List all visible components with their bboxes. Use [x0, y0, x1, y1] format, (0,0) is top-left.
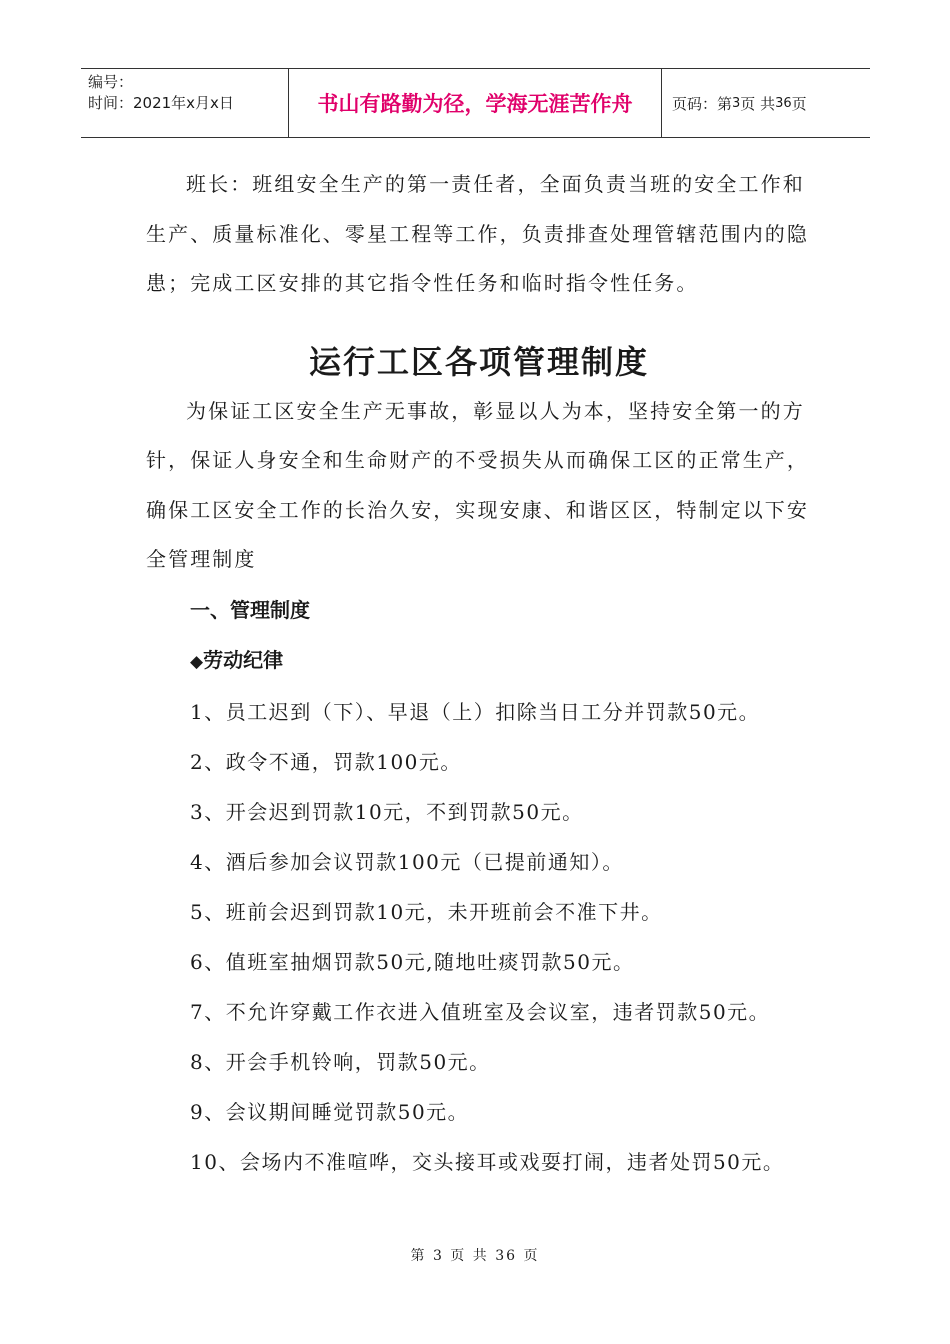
rule-item: 4、酒后参加会议罚款100元（已提前通知）。 — [190, 849, 624, 874]
number-label: 编号： — [88, 73, 134, 91]
diamond-bullet-icon: ◆ — [190, 651, 204, 672]
rules-list — [146, 687, 812, 1187]
intro-paragraph: 班长：班组安全生产的第一责任者，全面负责当班的安全工作和生产、质量标准化、零星工程等工作，负责排查处理管辖范围内的隐患；完成工区安排的其它指令性任务和临时指令性任务。 — [146, 172, 809, 295]
page-suffix: 页 — [791, 94, 807, 113]
subsection-label: 劳动纪律 — [203, 647, 284, 672]
rule-item: 5、班前会迟到罚款10元，未开班前会不准下井。 — [190, 899, 663, 924]
rule-item: 9、会议期间睡觉罚款50元。 — [190, 1099, 470, 1124]
rule-item: 10、会场内不准喧哗，交头接耳或戏耍打闹，违者处罚50元。 — [190, 1149, 785, 1174]
time-label: 时间：2021年x月x日 — [88, 94, 234, 112]
preface-paragraph: 为保证工区安全生产无事故，彰显以人为本，坚持安全第一的方针，保证人身安全和生命财产的不受损失从而确保工区的正常生产，确保工区安全工作的长治久安，实现安康、和谐区区，特制定以下安全管理制度 — [146, 398, 809, 571]
page-total: 36 — [775, 95, 792, 111]
rule-item: 6、值班室抽烟罚款50元,随地吐痰罚款50元。 — [190, 949, 635, 974]
page-footer: 第 3 页 共 36 页 — [410, 1248, 540, 1264]
header-page-number — [662, 69, 870, 137]
page-label: 页码：第 — [672, 94, 733, 113]
rule-item: 7、不允许穿戴工作衣进入值班室及会议室，违者罚款50元。 — [190, 999, 771, 1024]
rule-item: 8、开会手机铃响，罚款50元。 — [190, 1049, 491, 1074]
document-title: 运行工区各项管理制度 — [308, 342, 649, 381]
rule-item: 2、政令不通，罚款100元。 — [190, 749, 462, 774]
page-current: 3 — [732, 95, 741, 111]
header-motto: 书山有路勤为径，学海无涯苦作舟 — [289, 69, 662, 137]
rule-item: 3、开会迟到罚款10元，不到罚款50元。 — [190, 799, 584, 824]
header-info — [81, 69, 289, 137]
document-body — [146, 160, 812, 1187]
section-heading: 一、管理制度 — [190, 597, 310, 622]
page-header — [81, 68, 870, 138]
page-mid: 页 共 — [740, 94, 776, 113]
subsection-heading — [146, 635, 812, 687]
rule-item: 1、员工迟到（下）、早退（上）扣除当日工分并罚款50元。 — [190, 699, 761, 724]
